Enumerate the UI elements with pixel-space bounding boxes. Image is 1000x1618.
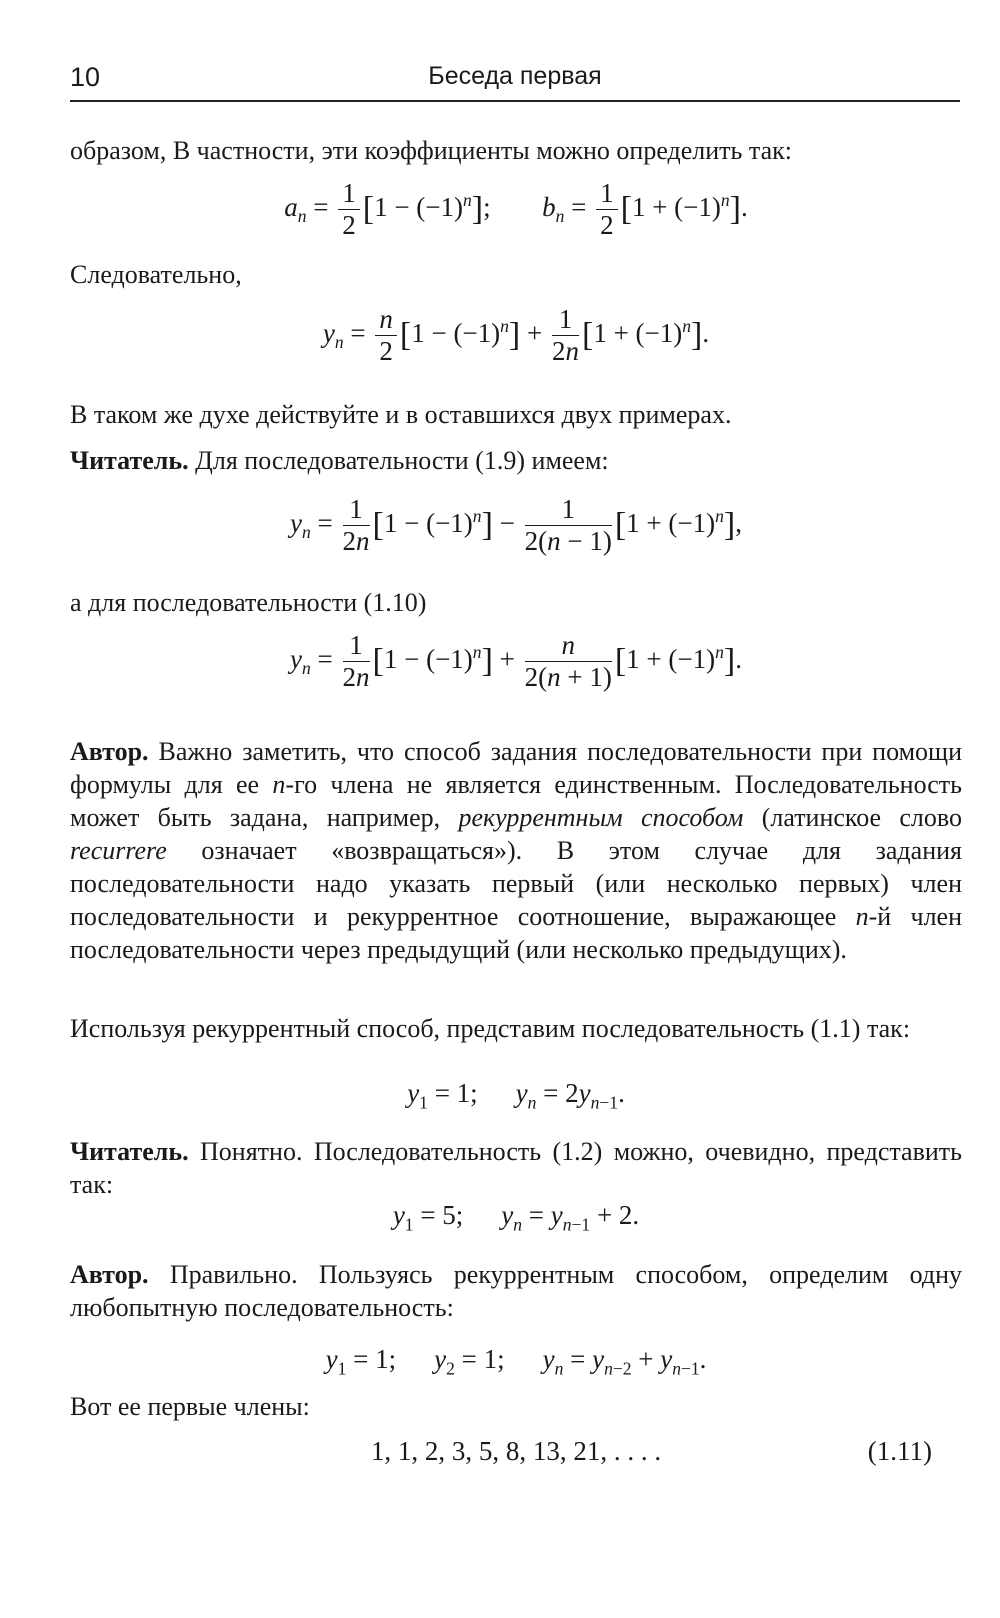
equation-yn-1-9: $y_n$ = $\frac{1}{2n}$ $[1 - (-1)^n]$ − $\frac{1}{2(n - 1)}$ $[1 + (-1)^n]$,: [290, 494, 742, 557]
speaker-author: Автор.: [70, 1260, 149, 1289]
speaker-reader: Читатель.: [70, 446, 189, 475]
equation-recurrent-1-1: $y_1 = 1$; $y_n = 2y_{n-1}$.: [407, 1078, 625, 1113]
speaker-author: Автор.: [70, 737, 149, 766]
running-title: Беседа первая: [428, 62, 602, 90]
equation-yn-1-10: $y_n$ = $\frac{1}{2n}$ $[1 - (-1)^n]$ + $\frac{n}{2(n + 1)}$ $[1 + (-1)^n]$.: [290, 630, 742, 693]
paragraph-coefficients: образом, В частности, эти коэффициенты можно определить так:: [70, 136, 792, 165]
paragraph-using-recurrent: Используя рекуррентный способ, представим последовательность (1.1) так:: [70, 1014, 911, 1043]
equation-yn-1: $y_n$ = $\frac{n}{2}$ $[1 - (-1)^n]$ + $\frac{1}{2n}$ $[1 + (-1)^n]$.: [322, 304, 710, 367]
paragraph-consequently: Следовательно,: [70, 260, 242, 289]
sequence-values: 1, 1, 2, 3, 5, 8, 13, 21, . . . .: [370, 1436, 662, 1466]
speaker-reader: Читатель.: [70, 1137, 189, 1166]
paragraph-sequence-1-10: а для последовательности (1.10): [70, 588, 427, 617]
paragraph-author-fibonacci: Автор. Правильно. Пользуясь рекуррентным способом, определим одну любопытную последовательность:: [70, 1260, 962, 1322]
equation-fibonacci: $y_1 = 1$; $y_2 = 1$; $y_n = y_{n-2} + y_{n-1}$.: [325, 1344, 707, 1379]
page-number: 10: [70, 62, 101, 92]
paragraph-first-terms: Вот ее первые члены:: [70, 1392, 310, 1421]
equation-an-bn: $a_n$ = $\frac{1}{2}$ $[1 - (-1)^n]$; $b_n$ = $\frac{1}{2}$ $[1 + (-1)^n]$.: [284, 178, 748, 241]
equation-sequence-1-11: [70, 1436, 962, 1467]
equation-number: (1.11): [867, 1436, 932, 1466]
equation-recurrent-1-2: $y_1 = 5$; $y_n = y_{n-1} + 2$.: [392, 1200, 640, 1235]
paragraph-same-spirit: В таком же духе действуйте и в оставшихся двух примерах.: [70, 400, 732, 429]
paragraph-author-recurrent: Автор. Важно заметить, что способ задания последовательности при помощи формулы для ее n-го члена не является единственным. Последовательность может быть задана, например, рекуррентным способом (латинское слово recurrere означает «возвращаться»). В этом случае для задания последовательности надо указать первый (или несколько первых) член последовательности и рекуррентное соотношение, выражающее n-й член последовательности через предыдущий (или несколько предыдущих).: [70, 737, 963, 964]
paragraph-reader-1: Читатель. Для последовательности (1.9) имеем:: [70, 446, 609, 475]
page-header: [70, 62, 960, 102]
paragraph-reader-2: Читатель. Понятно. Последовательность (1.2) можно, очевидно, представить так:: [70, 1137, 962, 1199]
